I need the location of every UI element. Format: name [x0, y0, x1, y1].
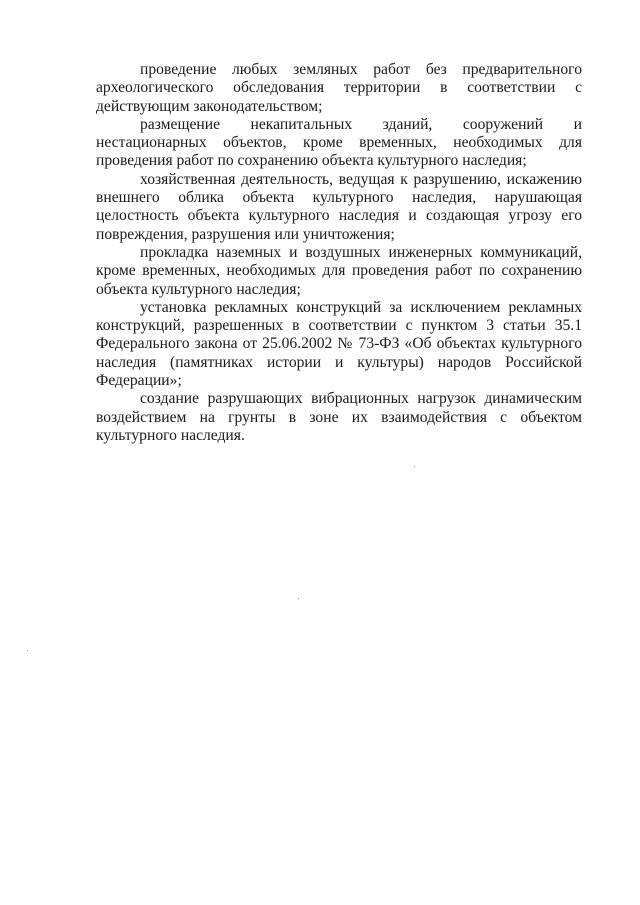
paragraph-earthworks: проведение любых земляных работ без предварительного археологического обследования территории в соответствии с действующим законодательством; — [96, 61, 582, 115]
scan-speck — [27, 650, 28, 651]
paragraph-vibration-loads: создание разрушающих вибрационных нагрузок динамическим воздействием на грунты в зоне их взаимодействия с объектом культурного наследия. — [96, 390, 582, 444]
document-body — [96, 61, 582, 445]
scan-speck — [298, 598, 299, 599]
paragraph-temporary-structures: размещение некапитальных зданий, сооружений и нестационарных объектов, кроме временных, необходимых для проведения работ по сохранению объекта культурного наследия; — [96, 115, 582, 170]
paragraph-economic-activity: хозяйственная деятельность, ведущая к разрушению, искажению внешнего облика объекта культурного наследия, нарушающая целостность объекта культурного наследия и создающая угрозу его повреждения, разрушения или уничтожения; — [96, 170, 582, 243]
scan-speck — [414, 466, 415, 467]
paragraph-advertising-structures: установка рекламных конструкций за исключением рекламных конструкций, разрешенных в соответствии с пунктом 3 статьи 35.1 Федерального закона от 25.06.2002 № 73-ФЗ «Об объектах культурного наследия (памятниках истории и культуры) народов Российской Федерации»; — [96, 298, 582, 390]
paragraph-utility-lines: прокладка наземных и воздушных инженерных коммуникаций, кроме временных, необходимых для проведения работ по сохранению объекта культурного наследия; — [96, 243, 582, 298]
